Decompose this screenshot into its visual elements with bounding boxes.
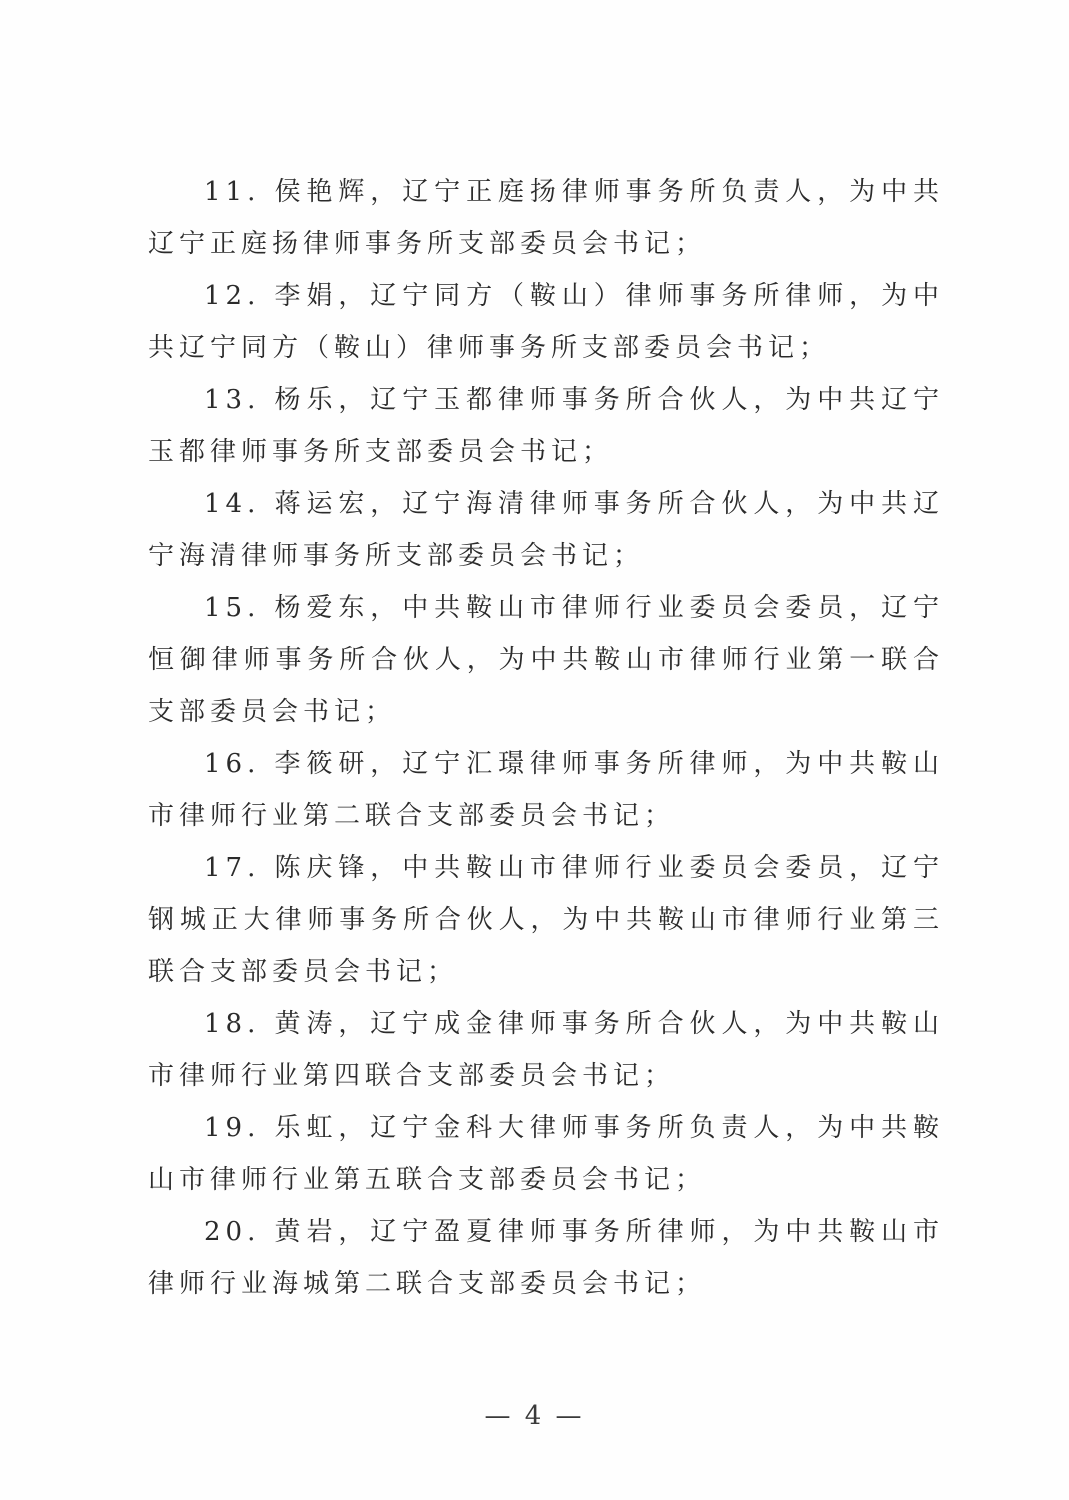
list-item-12: 12. 李娟，辽宁同方（鞍山）律师事务所律师，为中共辽宁同方（鞍山）律师事务所支部委员会书记； (148, 281, 944, 363)
list-item-19: 19. 乐虹，辽宁金科大律师事务所负责人，为中共鞍山市律师行业第五联合支部委员会书记； (148, 1113, 944, 1195)
list-item-18: 18. 黄涛，辽宁成金律师事务所合伙人，为中共鞍山市律师行业第四联合支部委员会书记； (148, 1009, 944, 1091)
list-item-13: 13. 杨乐，辽宁玉都律师事务所合伙人，为中共辽宁玉都律师事务所支部委员会书记； (148, 385, 944, 467)
list-item-20: 20. 黄岩，辽宁盈夏律师事务所律师，为中共鞍山市律师行业海城第二联合支部委员会书记； (148, 1217, 944, 1299)
appointment-list (148, 166, 944, 1310)
list-item-14: 14. 蒋运宏，辽宁海清律师事务所合伙人，为中共辽宁海清律师事务所支部委员会书记； (148, 489, 944, 571)
list-item-11: 11. 侯艳辉，辽宁正庭扬律师事务所负责人，为中共辽宁正庭扬律师事务所支部委员会书记； (148, 177, 944, 259)
list-item-17: 17. 陈庆锋，中共鞍山市律师行业委员会委员，辽宁钢城正大律师事务所合伙人，为中共鞍山市律师行业第三联合支部委员会书记； (148, 853, 944, 987)
page-number: — 4 — (484, 1401, 585, 1431)
list-item-16: 16. 李筱研，辽宁汇璟律师事务所律师，为中共鞍山市律师行业第二联合支部委员会书记； (148, 749, 944, 831)
list-item-15: 15. 杨爱东，中共鞍山市律师行业委员会委员，辽宁恒御律师事务所合伙人，为中共鞍山市律师行业第一联合支部委员会书记； (148, 593, 944, 727)
